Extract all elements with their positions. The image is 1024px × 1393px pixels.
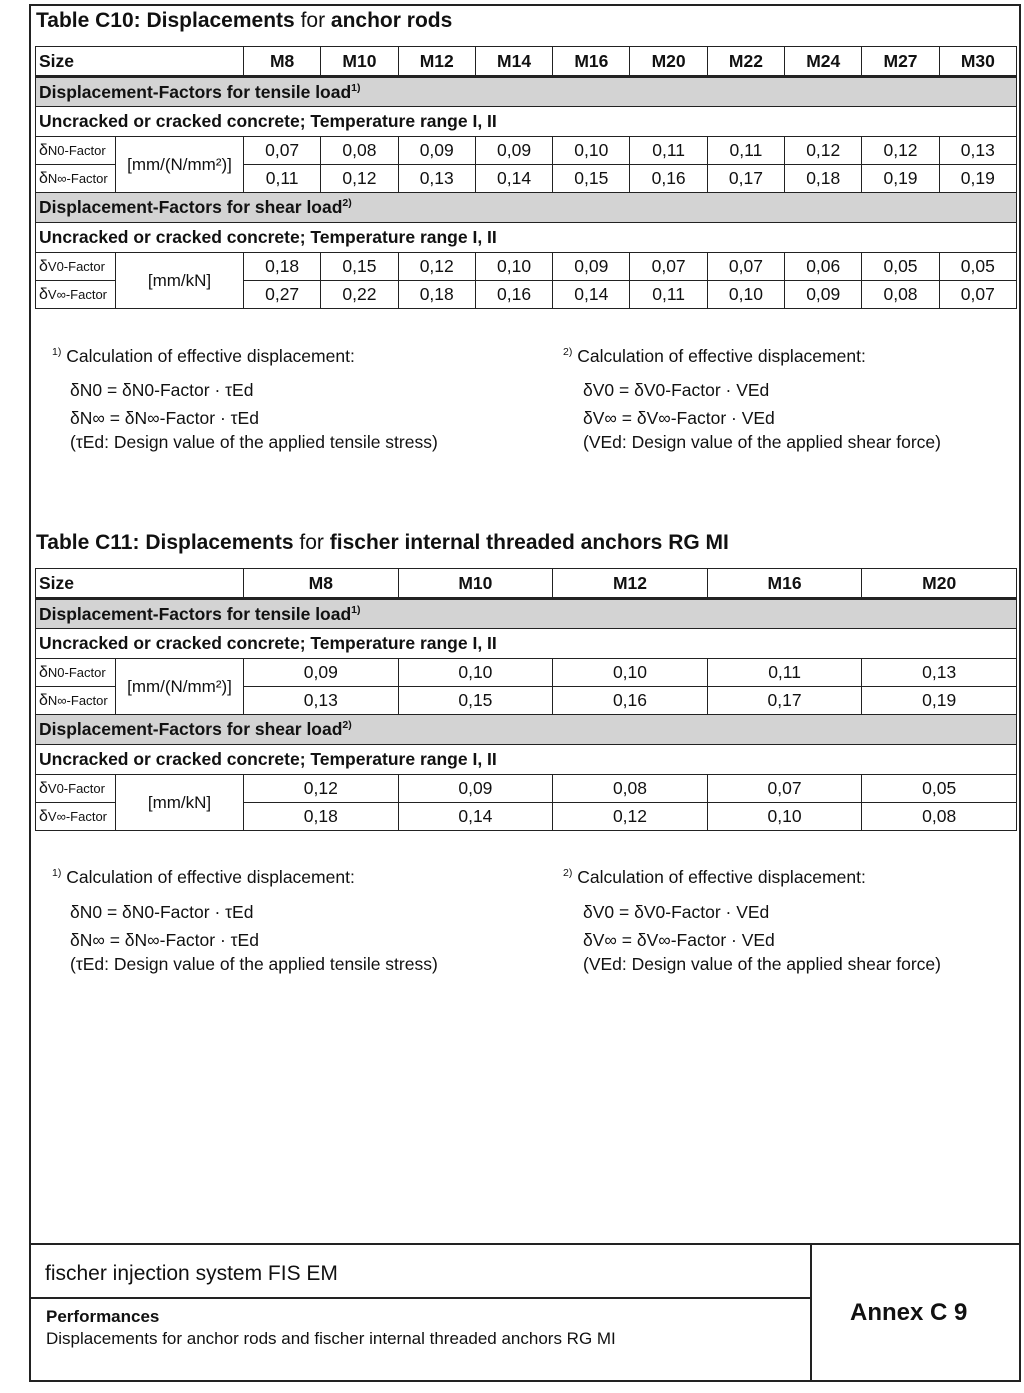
size-cell: M12 — [398, 47, 475, 77]
value-cell: 0,11 — [707, 659, 862, 687]
value-cell: 0,17 — [707, 687, 862, 715]
value-cell: 0,05 — [939, 253, 1016, 281]
table-c10 — [35, 46, 1017, 309]
shear-unit: [mm/kN] — [116, 775, 244, 831]
dN0-symbol: δN0-Factor — [36, 137, 116, 165]
value-cell: 0,18 — [244, 803, 399, 831]
footnote-1-note: (τEd: Design value of the applied tensile stress) — [70, 432, 438, 452]
size-cell: M27 — [862, 47, 939, 77]
value-cell: 0,16 — [475, 281, 552, 309]
value-cell: 0,18 — [398, 281, 475, 309]
footnote-2-note: (VEd: Design value of the applied shear force) — [583, 954, 941, 974]
value-cell: 0,07 — [630, 253, 707, 281]
value-cell: 0,18 — [785, 165, 862, 193]
value-cell: 0,19 — [862, 165, 939, 193]
tensile-header-row — [36, 599, 1017, 629]
size-cell: M8 — [244, 47, 321, 77]
size-cell: M16 — [553, 47, 630, 77]
shear-header-row — [36, 715, 1017, 745]
table-c10-title: Table C10: Displacements for anchor rods — [36, 9, 453, 32]
table-c10-header-row — [36, 47, 1017, 77]
value-cell: 0,10 — [398, 659, 553, 687]
shear-header: Displacement-Factors for shear load$^{2)}$ — [36, 193, 1017, 223]
table-c11-header-row — [36, 569, 1017, 599]
footnote-1-note: (τEd: Design value of the applied tensile stress) — [70, 954, 438, 974]
value-cell: 0,12 — [244, 775, 399, 803]
dN0-symbol: δN0-Factor — [36, 659, 116, 687]
dNinf-symbol: δN∞-Factor — [36, 687, 116, 715]
value-cell: 0,15 — [398, 687, 553, 715]
value-cell: 0,10 — [553, 137, 630, 165]
size-cell: M12 — [553, 569, 708, 599]
size-cell: M14 — [475, 47, 552, 77]
value-cell: 0,18 — [244, 253, 321, 281]
dNinf-symbol: δN∞-Factor — [36, 165, 116, 193]
value-cell: 0,08 — [321, 137, 398, 165]
value-cell: 0,22 — [321, 281, 398, 309]
value-cell: 0,05 — [862, 253, 939, 281]
condition-text: Uncracked or cracked concrete; Temperature range I, II — [36, 745, 1017, 775]
footnote-1-eq1: δN0 = δN0-Factor · τEd — [70, 902, 254, 922]
size-cell: M20 — [630, 47, 707, 77]
footer-mid-rule — [29, 1297, 812, 1299]
value-cell: 0,16 — [553, 687, 708, 715]
size-label: Size — [36, 47, 244, 77]
value-cell: 0,08 — [553, 775, 708, 803]
value-cell: 0,10 — [707, 281, 784, 309]
value-cell: 0,15 — [553, 165, 630, 193]
size-cell: M16 — [707, 569, 862, 599]
value-cell: 0,09 — [553, 253, 630, 281]
value-cell: 0,14 — [475, 165, 552, 193]
value-cell: 0,12 — [862, 137, 939, 165]
footer-top-rule — [29, 1243, 1021, 1245]
dVinf-symbol: δV∞-Factor — [36, 803, 116, 831]
value-cell: 0,19 — [939, 165, 1016, 193]
footnote-1-eq2: δN∞ = δN∞-Factor · τEd — [70, 930, 259, 950]
value-cell: 0,11 — [630, 281, 707, 309]
footer — [29, 1243, 1021, 1382]
footnote-1: $^{1)}$ Calculation of effective displacement: — [52, 345, 355, 366]
condition-row — [36, 107, 1017, 137]
dN0-row — [36, 659, 1017, 687]
footnote-2-eq1: δV0 = δV0-Factor · VEd — [583, 902, 770, 922]
condition-text: Uncracked or cracked concrete; Temperature range I, II — [36, 223, 1017, 253]
tensile-unit: [mm/(N/mm²)] — [116, 659, 244, 715]
value-cell: 0,13 — [244, 687, 399, 715]
value-cell: 0,13 — [939, 137, 1016, 165]
value-cell: 0,07 — [244, 137, 321, 165]
value-cell: 0,09 — [244, 659, 399, 687]
value-cell: 0,06 — [785, 253, 862, 281]
size-cell: M10 — [321, 47, 398, 77]
table-c11 — [35, 568, 1017, 831]
dV0-row — [36, 253, 1017, 281]
value-cell: 0,08 — [862, 803, 1017, 831]
value-cell: 0,05 — [862, 775, 1017, 803]
value-cell: 0,15 — [321, 253, 398, 281]
value-cell: 0,14 — [398, 803, 553, 831]
value-cell: 0,11 — [630, 137, 707, 165]
size-cell: M24 — [785, 47, 862, 77]
value-cell: 0,11 — [244, 165, 321, 193]
footer-section: Performances — [46, 1307, 160, 1326]
value-cell: 0,13 — [398, 165, 475, 193]
tensile-unit: [mm/(N/mm²)] — [116, 137, 244, 193]
value-cell: 0,09 — [398, 137, 475, 165]
dV0-symbol: δV0-Factor — [36, 253, 116, 281]
value-cell: 0,09 — [398, 775, 553, 803]
value-cell: 0,27 — [244, 281, 321, 309]
size-cell: M8 — [244, 569, 399, 599]
size-cell: M10 — [398, 569, 553, 599]
dVinf-symbol: δV∞-Factor — [36, 281, 116, 309]
footnote-2-eq2: δV∞ = δV∞-Factor · VEd — [583, 930, 775, 950]
annex-label: Annex C 9 — [850, 1299, 968, 1326]
dN0-row — [36, 137, 1017, 165]
value-cell: 0,14 — [553, 281, 630, 309]
footnote-2-eq2: δV∞ = δV∞-Factor · VEd — [583, 408, 775, 428]
dV0-row — [36, 775, 1017, 803]
condition-row — [36, 629, 1017, 659]
value-cell: 0,07 — [707, 253, 784, 281]
value-cell: 0,08 — [862, 281, 939, 309]
value-cell: 0,07 — [707, 775, 862, 803]
footer-description: Displacements for anchor rods and fischer internal threaded anchors RG MI — [46, 1329, 616, 1348]
condition-row — [36, 223, 1017, 253]
tensile-header: Displacement-Factors for tensile load$^{1)}$ — [36, 77, 1017, 107]
value-cell: 0,12 — [398, 253, 475, 281]
footnote-2-note: (VEd: Design value of the applied shear force) — [583, 432, 941, 452]
condition-text: Uncracked or cracked concrete; Temperature range I, II — [36, 629, 1017, 659]
value-cell: 0,10 — [553, 659, 708, 687]
shear-unit: [mm/kN] — [116, 253, 244, 309]
footnote-1-eq1: δN0 = δN0-Factor · τEd — [70, 380, 254, 400]
value-cell: 0,13 — [862, 659, 1017, 687]
value-cell: 0,10 — [475, 253, 552, 281]
tensile-header-row — [36, 77, 1017, 107]
footer-product: fischer injection system FIS EM — [45, 1262, 338, 1285]
value-cell: 0,16 — [630, 165, 707, 193]
shear-header-row — [36, 193, 1017, 223]
condition-row — [36, 745, 1017, 775]
value-cell: 0,11 — [707, 137, 784, 165]
value-cell: 0,17 — [707, 165, 784, 193]
table-c11-title: Table C11: Displacements for fischer internal threaded anchors RG MI — [36, 531, 729, 554]
condition-text: Uncracked or cracked concrete; Temperature range I, II — [36, 107, 1017, 137]
size-cell: M30 — [939, 47, 1016, 77]
dV0-symbol: δV0-Factor — [36, 775, 116, 803]
value-cell: 0,12 — [553, 803, 708, 831]
value-cell: 0,09 — [785, 281, 862, 309]
footnote-2-eq1: δV0 = δV0-Factor · VEd — [583, 380, 770, 400]
size-cell: M20 — [862, 569, 1017, 599]
value-cell: 0,09 — [475, 137, 552, 165]
shear-header: Displacement-Factors for shear load$^{2)}$ — [36, 715, 1017, 745]
footnote-1: $^{1)}$ Calculation of effective displacement: — [52, 866, 355, 887]
size-cell: M22 — [707, 47, 784, 77]
footnote-1-eq2: δN∞ = δN∞-Factor · τEd — [70, 408, 259, 428]
value-cell: 0,19 — [862, 687, 1017, 715]
footnote-2: $^{2)}$ Calculation of effective displacement: — [563, 866, 866, 887]
value-cell: 0,10 — [707, 803, 862, 831]
size-label: Size — [36, 569, 244, 599]
footnote-2: $^{2)}$ Calculation of effective displacement: — [563, 345, 866, 366]
value-cell: 0,07 — [939, 281, 1016, 309]
footer-divider — [810, 1243, 812, 1382]
tensile-header: Displacement-Factors for tensile load$^{1)}$ — [36, 599, 1017, 629]
value-cell: 0,12 — [321, 165, 398, 193]
value-cell: 0,12 — [785, 137, 862, 165]
